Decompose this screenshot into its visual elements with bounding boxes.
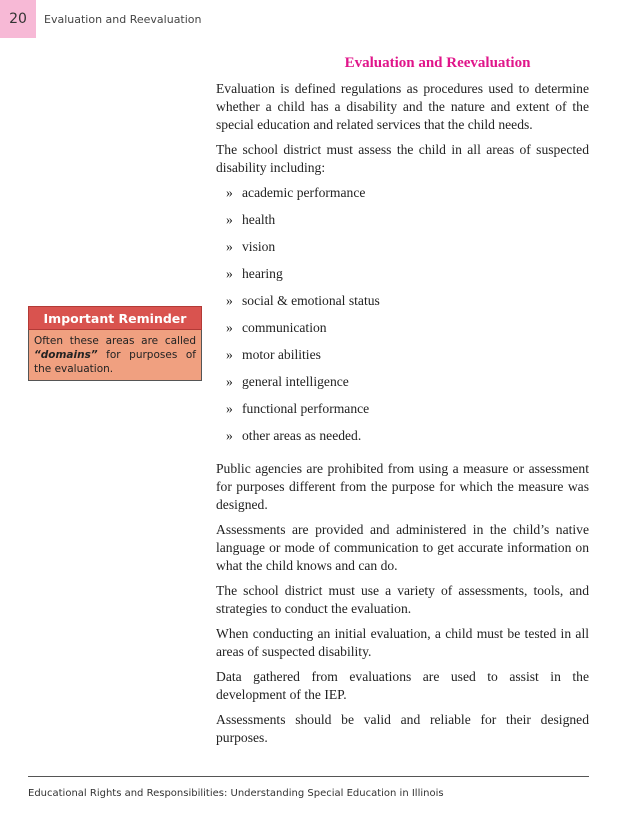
paragraph: The school district must assess the child in all areas of suspected disability including:	[216, 142, 589, 175]
chevron-icon: »	[226, 212, 233, 227]
paragraph: When conducting an initial evaluation, a child must be tested in all areas of suspected disability.	[216, 626, 589, 659]
section-title: Evaluation and Reevaluation	[344, 55, 531, 71]
important-reminder-box	[28, 306, 202, 381]
list-item-text: hearing	[242, 266, 283, 281]
reminder-text-end: for purposes of the evaluation.	[34, 349, 196, 375]
list-item	[216, 346, 589, 373]
reminder-heading: Important Reminder	[28, 306, 202, 330]
reminder-text-start: Often these areas are called	[34, 335, 196, 347]
footer-text: Educational Rights and Responsibilities: Understanding Special Education in Illinois	[28, 788, 444, 799]
list-item-text: social & emotional status	[242, 293, 380, 308]
chevron-icon: »	[226, 185, 233, 200]
paragraph: Assessments are provided and administered in the child’s native language or mode of communication to get accurate information on what the child knows and can do.	[216, 522, 589, 573]
paragraph: Evaluation is defined regulations as procedures used to determine whether a child has a disability and the nature and extent of the special education and related services that the child needs.	[216, 81, 589, 132]
list-item	[216, 184, 589, 211]
list-item-text: health	[242, 212, 276, 227]
chevron-icon: »	[226, 401, 233, 416]
list-item-text: general intelligence	[242, 374, 349, 389]
chevron-icon: »	[226, 293, 233, 308]
list-item	[216, 427, 589, 454]
list-item-text: vision	[242, 239, 276, 254]
list-item	[216, 211, 589, 238]
chevron-icon: »	[226, 428, 233, 443]
list-item-text: motor abilities	[242, 347, 321, 362]
list-item-text: other areas as needed.	[242, 428, 362, 443]
paragraph: Public agencies are prohibited from using a measure or assessment for purposes different from the purpose for which the measure was designed.	[216, 461, 589, 512]
page-number: 20	[9, 11, 27, 27]
list-item	[216, 265, 589, 292]
chevron-icon: »	[226, 374, 233, 389]
reminder-emphasis: “domains”	[34, 349, 98, 361]
list-item	[216, 373, 589, 400]
paragraph: Assessments should be valid and reliable for their designed purposes.	[216, 712, 589, 745]
paragraph: The school district must use a variety of assessments, tools, and strategies to conduct the evaluation.	[216, 583, 589, 616]
list-item	[216, 238, 589, 265]
main-content	[216, 54, 589, 754]
list-item	[216, 292, 589, 319]
chevron-icon: »	[226, 347, 233, 362]
chevron-icon: »	[226, 266, 233, 281]
list-item-text: communication	[242, 320, 327, 335]
paragraph: Data gathered from evaluations are used to assist in the development of the IEP.	[216, 669, 589, 702]
running-header: Evaluation and Reevaluation	[44, 13, 202, 26]
domain-list	[216, 184, 589, 454]
page-number-tab	[0, 0, 36, 38]
chevron-icon: »	[226, 239, 233, 254]
list-item-text: academic performance	[242, 185, 366, 200]
chevron-icon: »	[226, 320, 233, 335]
list-item	[216, 319, 589, 346]
list-item-text: functional performance	[242, 401, 370, 416]
list-item	[216, 400, 589, 427]
footer-divider	[28, 776, 589, 777]
reminder-body	[28, 330, 202, 381]
